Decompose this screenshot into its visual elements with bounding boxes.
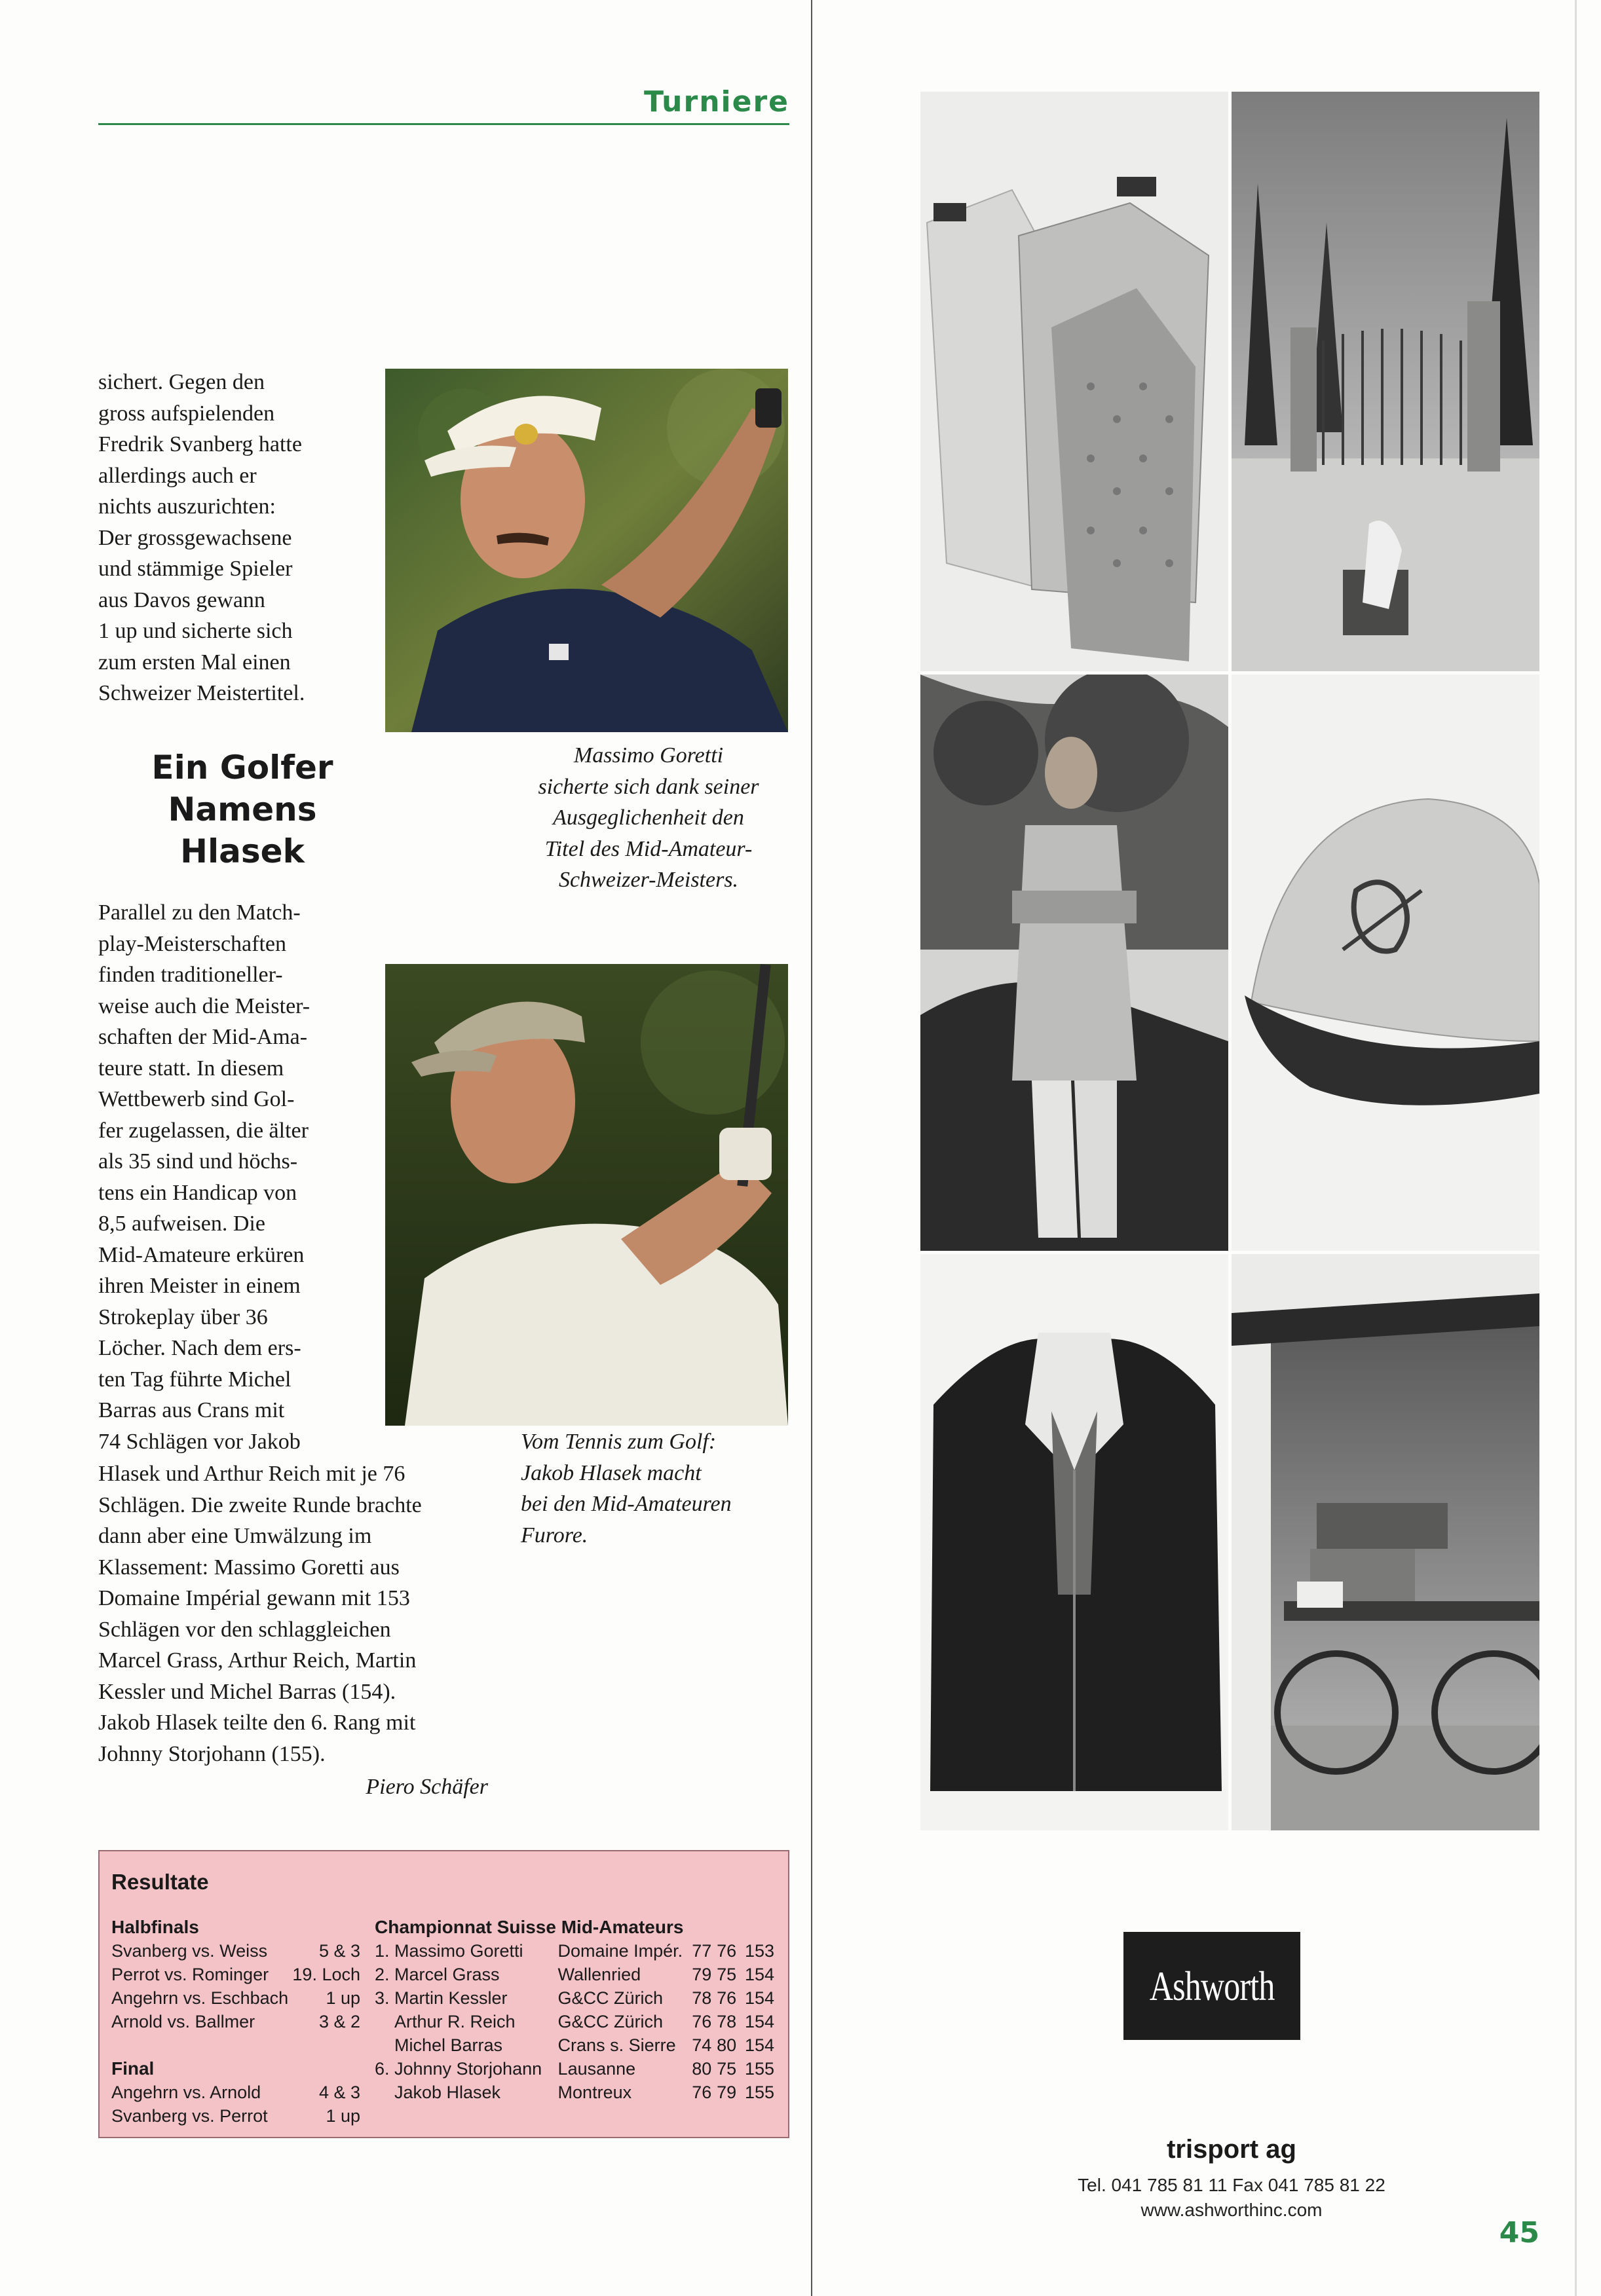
total: 154 bbox=[744, 1965, 775, 1984]
brand-name: Ashworth bbox=[1149, 1962, 1275, 2009]
championnat-label: Championnat Suisse Mid-Amateurs bbox=[375, 1917, 684, 1937]
round1: 77 bbox=[692, 1941, 712, 1961]
results-title: Resultate bbox=[111, 1870, 209, 1894]
text-line: Domaine Impérial gewann mit 153 bbox=[98, 1586, 410, 1610]
section-rule bbox=[98, 123, 789, 125]
text-line: Johnny Storjohann (155). bbox=[98, 1741, 326, 1766]
match: Arnold vs. Ballmer bbox=[111, 2012, 255, 2031]
match: Angehrn vs. Eschbach bbox=[111, 1988, 289, 2008]
text-line: Barras aus Crans mit bbox=[98, 1398, 285, 1422]
round1: 78 bbox=[692, 1988, 712, 2008]
text-line: Klassement: Massimo Goretti aus bbox=[98, 1555, 400, 1580]
rank bbox=[375, 2081, 394, 2104]
club: Crans s. Sierre bbox=[557, 2035, 676, 2055]
caption-line: Massimo Goretti bbox=[573, 743, 724, 768]
photo-cart bbox=[1232, 1254, 1539, 1830]
table-row bbox=[375, 2033, 774, 2057]
caption-goretti bbox=[504, 740, 793, 896]
caption-line: bei den Mid-Amateuren bbox=[521, 1492, 732, 1516]
text-line: als 35 sind und höchs- bbox=[98, 1149, 298, 1174]
heading-line: Namens bbox=[168, 790, 317, 828]
text-line: und stämmige Spieler bbox=[98, 557, 293, 581]
text-line: tens ein Handicap von bbox=[98, 1180, 297, 1205]
text-line: aus Davos gewann bbox=[98, 587, 265, 612]
results-box bbox=[98, 1850, 789, 2138]
club: Lausanne bbox=[557, 2059, 636, 2079]
text-line: Kessler und Michel Barras (154). bbox=[98, 1679, 396, 1704]
article-heading bbox=[98, 747, 386, 872]
rank: 1. bbox=[375, 1941, 390, 1961]
ashworth-logo bbox=[1123, 1932, 1300, 2040]
total: 155 bbox=[744, 2059, 775, 2079]
text-line: Schlägen vor den schlaggleichen bbox=[98, 1617, 391, 1642]
text-line: Schlägen. Die zweite Runde brachte bbox=[98, 1492, 422, 1517]
score: 3 & 2 bbox=[318, 2012, 360, 2031]
club: Domaine Impér. bbox=[557, 1941, 683, 1961]
player: Arthur R. Reich bbox=[394, 2012, 516, 2031]
round2: 75 bbox=[717, 1965, 737, 1984]
round2: 75 bbox=[717, 2059, 737, 2079]
rank: 3. bbox=[375, 1988, 390, 2008]
rank bbox=[375, 2033, 394, 2057]
text-line: Schweizer Meistertitel. bbox=[98, 681, 305, 705]
player: Johnny Storjohann bbox=[394, 2059, 542, 2079]
intro-paragraph bbox=[98, 367, 347, 709]
text-line: ten Tag führte Michel bbox=[98, 1367, 292, 1392]
text-line: nichts auszurichten: bbox=[98, 494, 276, 519]
text-line: 1 up und sicherte sich bbox=[98, 619, 293, 643]
table-row bbox=[375, 1963, 774, 1986]
photo-jakob-hlasek bbox=[385, 964, 788, 1426]
table-row bbox=[111, 2104, 360, 2128]
text-line: schaften der Mid-Ama- bbox=[98, 1025, 308, 1049]
table-row bbox=[375, 1939, 774, 1963]
total: 155 bbox=[744, 2083, 775, 2102]
player: Jakob Hlasek bbox=[394, 2083, 501, 2102]
photo-model-car bbox=[920, 675, 1228, 1251]
total: 154 bbox=[744, 2012, 775, 2031]
player: Massimo Goretti bbox=[394, 1941, 523, 1961]
text-line: weise auch die Meister- bbox=[98, 993, 311, 1018]
rank: 6. bbox=[375, 2059, 390, 2079]
text-line: Hlasek und Arthur Reich mit je 76 bbox=[98, 1462, 405, 1486]
text-line: gross aufspielenden bbox=[98, 401, 275, 426]
score: 19. Loch bbox=[292, 1965, 360, 1984]
table-row bbox=[111, 1986, 360, 2010]
table-row bbox=[375, 1986, 774, 2010]
round2: 80 bbox=[717, 2035, 737, 2055]
club: G&CC Zürich bbox=[557, 2012, 664, 2031]
heading-line: Ein Golfer bbox=[151, 749, 333, 787]
round2: 76 bbox=[717, 1988, 737, 2008]
text-line: finden traditioneller- bbox=[98, 963, 283, 987]
phone-fax: Tel. 041 785 81 11 Fax 041 785 81 22 bbox=[1078, 2175, 1385, 2195]
table-row bbox=[111, 2081, 360, 2104]
text-line: Jakob Hlasek teilte den 6. Rang mit bbox=[98, 1711, 416, 1735]
rank: 2. bbox=[375, 1965, 390, 1984]
player: Marcel Grass bbox=[394, 1965, 500, 1984]
photo-polo-shirts bbox=[920, 92, 1228, 671]
table-row bbox=[375, 2057, 774, 2081]
round1: 79 bbox=[692, 1965, 712, 1984]
round2: 79 bbox=[717, 2083, 737, 2102]
caption-line: Titel des Mid-Amateur- bbox=[544, 836, 753, 861]
company-name: trisport ag bbox=[1167, 2135, 1296, 2164]
score: 5 & 3 bbox=[318, 1941, 360, 1961]
heading-line: Hlasek bbox=[180, 832, 305, 870]
photo-estate-gate bbox=[1232, 92, 1539, 671]
text-line: zum ersten Mal einen bbox=[98, 650, 291, 675]
table-row bbox=[375, 2010, 774, 2033]
table-row bbox=[111, 1963, 360, 1986]
text-line: Fredrik Svanberg hatte bbox=[98, 432, 302, 456]
caption-line: Vom Tennis zum Golf: bbox=[521, 1430, 717, 1454]
page-edge bbox=[1575, 0, 1577, 2296]
table-row bbox=[375, 2081, 774, 2104]
page-number: 45 bbox=[1499, 2216, 1539, 2250]
halbfinals-label: Halbfinals bbox=[111, 1917, 199, 1937]
round1: 80 bbox=[692, 2059, 712, 2079]
total: 154 bbox=[744, 1988, 775, 2008]
text-line: Parallel zu den Match- bbox=[98, 900, 301, 925]
match: Angehrn vs. Arnold bbox=[111, 2083, 261, 2102]
round1: 76 bbox=[692, 2083, 712, 2102]
text-line: sichert. Gegen den bbox=[98, 370, 265, 394]
body-paragraph-narrow bbox=[98, 897, 347, 1457]
rank bbox=[375, 2010, 394, 2033]
club: Wallenried bbox=[557, 1965, 641, 1984]
round2: 76 bbox=[717, 1941, 737, 1961]
score: 1 up bbox=[326, 2106, 360, 2126]
photo-cap bbox=[1232, 675, 1539, 1251]
author-byline: Piero Schäfer bbox=[366, 1775, 488, 1799]
text-line: teure statt. In diesem bbox=[98, 1056, 284, 1081]
caption-line: Jakob Hlasek macht bbox=[521, 1460, 702, 1485]
page-fold bbox=[811, 0, 812, 2296]
caption-line: Furore. bbox=[521, 1523, 588, 1547]
text-line: allerdings auch er bbox=[98, 463, 257, 488]
text-line: Strokeplay über 36 bbox=[98, 1305, 268, 1329]
total: 154 bbox=[744, 2035, 775, 2055]
total: 153 bbox=[744, 1941, 775, 1961]
text-line: ihren Meister in einem bbox=[98, 1274, 301, 1298]
round2: 78 bbox=[717, 2012, 737, 2031]
caption-hlasek bbox=[521, 1426, 802, 1551]
section-title: Turniere bbox=[644, 85, 789, 119]
club: G&CC Zürich bbox=[557, 1988, 664, 2008]
text-line: Wettbewerb sind Gol- bbox=[98, 1087, 295, 1111]
match: Svanberg vs. Perrot bbox=[111, 2106, 268, 2126]
results-left-column bbox=[111, 1916, 360, 2128]
text-line: 74 Schlägen vor Jakob bbox=[98, 1429, 301, 1454]
table-row bbox=[111, 1939, 360, 1963]
round1: 76 bbox=[692, 2012, 712, 2031]
text-line: Der grossgewachsene bbox=[98, 525, 292, 550]
text-line: play-Meisterschaften bbox=[98, 931, 286, 956]
caption-line: Ausgeglichenheit den bbox=[553, 805, 744, 830]
photo-jacket bbox=[920, 1254, 1228, 1830]
contact-info bbox=[1009, 2173, 1454, 2223]
caption-line: sicherte sich dank seiner bbox=[538, 774, 759, 799]
text-line: dann aber eine Umwälzung im bbox=[98, 1524, 372, 1548]
text-line: fer zugelassen, die älter bbox=[98, 1118, 309, 1143]
match: Svanberg vs. Weiss bbox=[111, 1941, 268, 1961]
body-paragraph-wide bbox=[98, 1458, 488, 1769]
photo-massimo-goretti bbox=[385, 369, 788, 732]
club: Montreux bbox=[557, 2083, 632, 2102]
final-label: Final bbox=[111, 2058, 155, 2079]
match: Perrot vs. Rominger bbox=[111, 1965, 269, 1984]
table-row bbox=[111, 2010, 360, 2033]
website: www.ashworthinc.com bbox=[1140, 2200, 1323, 2220]
results-right-column bbox=[375, 1916, 774, 2104]
text-line: Löcher. Nach dem ers- bbox=[98, 1336, 301, 1360]
player: Martin Kessler bbox=[394, 1988, 508, 2008]
text-line: Marcel Grass, Arthur Reich, Martin bbox=[98, 1648, 417, 1673]
player: Michel Barras bbox=[394, 2035, 502, 2055]
caption-line: Schweizer-Meisters. bbox=[558, 868, 739, 892]
score: 1 up bbox=[326, 1988, 360, 2008]
round1: 74 bbox=[692, 2035, 712, 2055]
score: 4 & 3 bbox=[318, 2083, 360, 2102]
text-line: Mid-Amateure erküren bbox=[98, 1242, 305, 1267]
text-line: 8,5 aufweisen. Die bbox=[98, 1212, 265, 1236]
